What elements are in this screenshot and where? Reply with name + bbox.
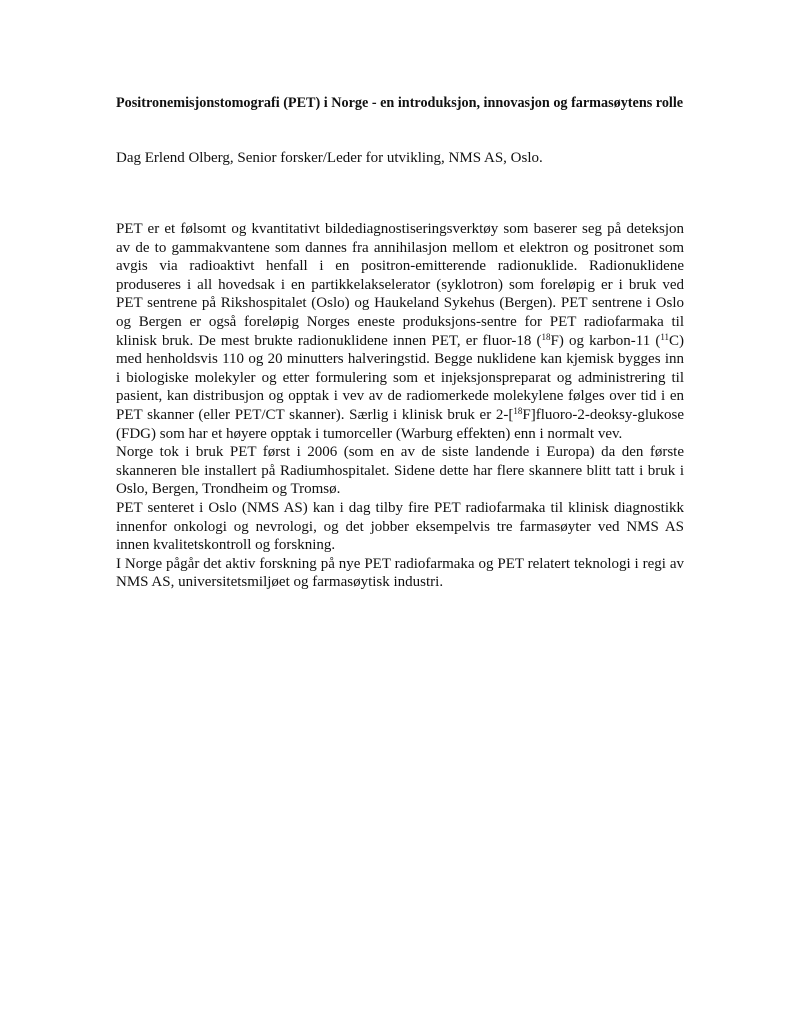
document-title: Positronemisjonstomografi (PET) i Norge - en introduksjon, innovasjon og farmasøytens rolle [116, 95, 684, 111]
body-paragraph-4: I Norge pågår det aktiv forskning på nye PET radiofarmaka og PET relatert teknologi i regi av NMS AS, universitetsmiljøet og farmasøytisk industri. [116, 555, 684, 591]
body-paragraph-3: PET senteret i Oslo (NMS AS) kan i dag tilby fire PET radiofarmaka til klinisk diagnostikk innenfor onkologi og nevrologi, og det jobber eksempelvis tre farmasøyter ved NMS AS innen kvalitetskontroll og forskning. [116, 499, 684, 554]
paragraph-1-text-b: F) og karbon-11 ( [550, 332, 661, 349]
body-paragraph-2: Norge tok i bruk PET først i 2006 (som en av de siste landende i Europa) da den første skanneren ble installert på Radiumhospitalet. Sidene dette har flere skannere blitt tatt i bruk i Oslo, Bergen, Trondheim og Tromsø. [116, 444, 684, 498]
document-body [116, 220, 684, 592]
superscript-mass-number: 18 [541, 331, 551, 342]
superscript-mass-number: 11 [660, 331, 669, 342]
paragraph-1-text-c: C) med henholdsvis 110 og 20 minutters halveringstid. Begge nuklidene kan kjemisk bygges inn i biologiske molekyler og etter formulering som et injeksjonspreparat og administrering til pasient, kan distribusjon og opptak i vev av de radiomerkede molekylene følges over tid i en PET skanner (eller PET/CT skanner). Særlig i klinisk bruk er 2-[ [116, 332, 684, 423]
superscript-mass-number: 18 [513, 405, 523, 416]
paragraph-1-text-a: PET er et følsomt og kvantitativt bildediagnostiseringsverktøy som baserer seg på deteksjon av de to gammakvantene som dannes fra annihilasjon mellom et elektron og positronet som avgis via radioaktivt henfall i en positron-emitterende radionuklide. Radionuklidene produseres i all hovedsak i en partikkelakselerator (syklotron) som foreløpig er i bruk ved PET sentrene på Rikshospitalet (Oslo) og Haukeland Sykehus (Bergen). PET sentrene i Oslo og Bergen er også foreløpig Norges eneste produksjons-sentre for PET radiofarmaka til klinisk bruk. De mest brukte radionuklidene innen PET, er fluor-18 ( [116, 221, 684, 349]
paragraph-1-text-d: F]fluoro-2-deoksy-glukose (FDG) som har et høyere opptak i tumorceller (Warburg effekten) enn i normalt vev. [116, 406, 684, 442]
author-line: Dag Erlend Olberg, Senior forsker/Leder for utvikling, NMS AS, Oslo. [116, 150, 543, 166]
body-paragraph-1 [116, 220, 684, 443]
